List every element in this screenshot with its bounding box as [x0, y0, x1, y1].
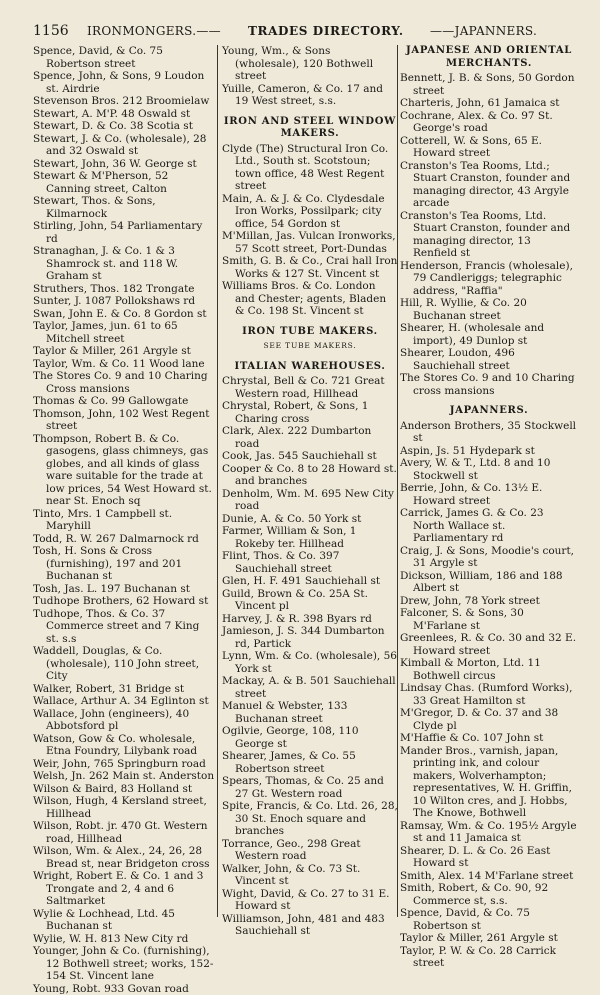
- directory-entry: Clyde (The) Structural Iron Co. Ltd., South st. Scotstoun; town office, 48 West Regent street: [222, 143, 398, 193]
- directory-entry: Williams Bros. & Co. London and Chester; agents, Bladen & Co. 198 St. Vincent st: [222, 280, 398, 318]
- column-1: [33, 45, 215, 995]
- directory-entry: Shearer, James, & Co. 55 Robertson street: [222, 750, 398, 775]
- header-right-section: ——JAPANNERS.: [430, 24, 537, 38]
- directory-entry: M'Gregor, D. & Co. 37 and 38 Clyde pl: [400, 707, 578, 732]
- directory-entry: Mander Bros., varnish, japan, printing ink, and colour makers, Wolverhampton; representatives, W. H. Griffin, 10 Wilton cres, and J. Hobbs, The Knowe, Bothwell: [400, 745, 578, 820]
- directory-entry: Cranston's Tea Rooms, Ltd.; Stuart Cranston, founder and managing director, 43 Argyle arcade: [400, 160, 578, 210]
- directory-entry: Hill, R. Wyllie, & Co. 20 Buchanan street: [400, 297, 578, 322]
- directory-entry: Bennett, J. B. & Sons, 50 Gordon street: [400, 72, 578, 97]
- directory-entry: Waddell, Douglas, & Co. (wholesale), 110 John street, City: [33, 645, 215, 683]
- directory-entry: Taylor & Miller, 261 Argyle st: [400, 932, 578, 945]
- directory-entry: Drew, John, 78 York street: [400, 595, 578, 608]
- directory-entry: Thomson, John, 102 West Regent street: [33, 408, 215, 433]
- directory-entry: Wilson, Robt. jr. 470 Gt. Western road, Hillhead: [33, 820, 215, 845]
- directory-entry: Young, Robt. 933 Govan road: [33, 983, 215, 995]
- directory-entry: Smith, Alex. 14 M'Farlane street: [400, 870, 578, 883]
- directory-entry: Wilson & Baird, 83 Holland st: [33, 783, 215, 796]
- directory-entry: Avery, W. & T., Ltd. 8 and 10 Stockwell st: [400, 457, 578, 482]
- directory-entry: Spence, David, & Co. 75 Robertson street: [33, 45, 215, 70]
- directory-entry: Tosh, H. Sons & Cross (furnishing), 197 and 201 Buchanan st: [33, 545, 215, 583]
- column-3: [400, 45, 578, 970]
- directory-entry: Young, Wm., & Sons (wholesale), 120 Bothwell street: [222, 45, 398, 83]
- directory-entry: Greenlees, R. & Co. 30 and 32 E. Howard street: [400, 632, 578, 657]
- directory-entry: Dickson, William, 186 and 188 Albert st: [400, 570, 578, 595]
- directory-entry: Main, A. & J. & Co. Clydesdale Iron Works, Possilpark; city office, 54 Gordon st: [222, 193, 398, 231]
- directory-entry: Taylor, P. W. & Co. 28 Carrick street: [400, 945, 578, 970]
- italian-warehouses-list: [222, 375, 398, 938]
- directory-entry: Stewart, Thos. & Sons, Kilmarnock: [33, 195, 215, 220]
- directory-entry: Kimball & Morton, Ltd. 11 Bothwell circus: [400, 657, 578, 682]
- directory-entry: Stewart, J. & Co. (wholesale), 28 and 32 Oswald st: [33, 133, 215, 158]
- directory-entry: The Stores Co. 9 and 10 Charing Cross mansions: [33, 370, 215, 395]
- directory-entry: Cotterell, W. & Sons, 65 E. Howard street: [400, 135, 578, 160]
- directory-entry: Stewart, John, 36 W. George st: [33, 158, 215, 171]
- directory-entry: Wallace, John (engineers), 40 Abbotsford pl: [33, 708, 215, 733]
- ironmongers-list: [33, 45, 215, 995]
- section-heading-italian-warehouses: ITALIAN WAREHOUSES.: [222, 361, 398, 374]
- directory-entry: Wilson, Hugh, 4 Kersland street, Hillhead: [33, 795, 215, 820]
- directory-entry: Stewart & M'Pherson, 52 Canning street, Calton: [33, 170, 215, 195]
- window-makers-list: [222, 143, 398, 318]
- directory-entry: Wright, Robert E. & Co. 1 and 3 Trongate and 2, 4 and 6 Saltmarket: [33, 870, 215, 908]
- directory-entry: Craig, J. & Sons, Moodie's court, 31 Argyle st: [400, 545, 578, 570]
- directory-entry: Farmer, William & Son, 1 Rokeby ter. Hillhead: [222, 525, 398, 550]
- directory-entry: Falconer, S. & Sons, 30 M'Farlane st: [400, 607, 578, 632]
- directory-entry: Lynn, Wm. & Co. (wholesale), 56 York st: [222, 650, 398, 675]
- directory-entry: Stewart, D. & Co. 38 Scotia st: [33, 120, 215, 133]
- directory-entry: Welsh, Jn. 262 Main st. Anderston: [33, 770, 215, 783]
- directory-entry: Henderson, Francis (wholesale), 79 Candleriggs; telegraphic address, "Raffia": [400, 260, 578, 298]
- directory-entry: Guild, Brown & Co. 25A St. Vincent pl: [222, 588, 398, 613]
- directory-entry: Mackay, A. & B. 501 Sauchiehall street: [222, 675, 398, 700]
- directory-entry: Clark, Alex. 222 Dumbarton road: [222, 425, 398, 450]
- directory-entry: Charteris, John, 61 Jamaica st: [400, 97, 578, 110]
- directory-entry: Glen, H. F. 491 Sauchiehall st: [222, 575, 398, 588]
- directory-entry: Tudhope Brothers, 62 Howard st: [33, 595, 215, 608]
- directory-entry: Swan, John E. & Co. 8 Gordon st: [33, 308, 215, 321]
- directory-entry: Wylie & Lochhead, Ltd. 45 Buchanan st: [33, 908, 215, 933]
- directory-entry: Flint, Thos. & Co. 397 Sauchiehall street: [222, 550, 398, 575]
- directory-entry: Chrystal, Robert, & Sons, 1 Charing cross: [222, 400, 398, 425]
- directory-entry: Dunie, A. & Co. 50 York st: [222, 513, 398, 526]
- directory-entry: Smith, G. B. & Co., Crai hall Iron Works & 127 St. Vincent st: [222, 255, 398, 280]
- directory-entry: Weir, John, 765 Springburn road: [33, 758, 215, 771]
- directory-entry: Jamieson, J. S. 344 Dumbarton rd, Partick: [222, 625, 398, 650]
- directory-entry: Todd, R. W. 267 Dalmarnock rd: [33, 533, 215, 546]
- directory-entry: Shearer, D. L. & Co. 26 East Howard st: [400, 845, 578, 870]
- directory-entry: Tinto, Mrs. 1 Campbell st. Maryhill: [33, 508, 215, 533]
- directory-entry: Chrystal, Bell & Co. 721 Great Western road, Hillhead: [222, 375, 398, 400]
- directory-entry: Stranaghan, J. & Co. 1 & 3 Shamrock st. and 118 W. Graham st: [33, 245, 215, 283]
- section-heading-iron-steel-window-makers: IRON AND STEEL WINDOW MAKERS.: [222, 116, 398, 141]
- directory-entry: Anderson Brothers, 35 Stockwell st: [400, 420, 578, 445]
- directory-entry: Harvey, J. & R. 398 Byars rd: [222, 613, 398, 626]
- directory-entry: Spence, David, & Co. 75 Robertson st: [400, 907, 578, 932]
- directory-entry: Aspin, Js. 51 Hydepark st: [400, 445, 578, 458]
- directory-entry: Walker, John, & Co. 73 St. Vincent st: [222, 863, 398, 888]
- directory-entry: Younger, John & Co. (furnishing), 12 Bothwell street; works, 152-154 St. Vincent lane: [33, 945, 215, 983]
- directory-entry: Carrick, James G. & Co. 23 North Wallace st. Parliamentary rd: [400, 507, 578, 545]
- directory-entry: Manuel & Webster, 133 Buchanan street: [222, 700, 398, 725]
- directory-entry: Taylor, Wm. & Co. 11 Wood lane: [33, 358, 215, 371]
- column-divider: [217, 45, 218, 917]
- column-divider: [397, 45, 398, 917]
- directory-entry: Stewart, A. M'P. 48 Oswald st: [33, 108, 215, 121]
- section-heading-japanese-oriental-merchants: JAPANESE AND ORIENTAL MERCHANTS.: [400, 45, 578, 70]
- header-left-section: IRONMONGERS.——: [87, 24, 221, 38]
- directory-entry: Walker, Robert, 31 Bridge st: [33, 683, 215, 696]
- directory-entry: Cochrane, Alex. & Co. 97 St. George's road: [400, 110, 578, 135]
- directory-entry: Cranston's Tea Rooms, Ltd. Stuart Cranston, founder and managing director, 13 Renfield st: [400, 210, 578, 260]
- directory-entry: M'Haffie & Co. 107 John st: [400, 732, 578, 745]
- directory-entry: Williamson, John, 481 and 483 Sauchiehall st: [222, 913, 398, 938]
- directory-entry: Torrance, Geo., 298 Great Western road: [222, 838, 398, 863]
- directory-entry: Thomas & Co. 99 Gallowgate: [33, 395, 215, 408]
- directory-entry: Denholm, Wm. M. 695 New City road: [222, 488, 398, 513]
- directory-entry: Tosh, Jas. L. 197 Buchanan st: [33, 583, 215, 596]
- directory-entry: Smith, Robert, & Co. 90, 92 Commerce st, s.s.: [400, 882, 578, 907]
- directory-entry: Ogilvie, George, 108, 110 George st: [222, 725, 398, 750]
- directory-entry: Yuille, Cameron, & Co. 17 and 19 West street, s.s.: [222, 83, 398, 108]
- directory-entry: Spears, Thomas, & Co. 25 and 27 Gt. Western road: [222, 775, 398, 800]
- directory-entry: Thompson, Robert B. & Co. gasogens, glass chimneys, gas globes, and all kinds of glass ware suitable for the trade at low prices, 54 West Howard st. near St. Enoch sq: [33, 433, 215, 508]
- directory-entry: Lindsay Chas. (Rumford Works), 33 Great Hamilton st: [400, 682, 578, 707]
- directory-entry: Sunter, J. 1087 Pollokshaws rd: [33, 295, 215, 308]
- directory-entry: Stevenson Bros. 212 Broomielaw: [33, 95, 215, 108]
- directory-entry: Shearer, H. (wholesale and import), 49 Dunlop st: [400, 322, 578, 347]
- directory-entry: The Stores Co. 9 and 10 Charing cross mansions: [400, 372, 578, 397]
- directory-entry: Taylor & Miller, 261 Argyle st: [33, 345, 215, 358]
- directory-entry: Watson, Gow & Co. wholesale, Etna Foundry, Lilybank road: [33, 733, 215, 758]
- directory-entry: Wilson, Wm. & Alex., 24, 26, 28 Bread st, near Bridgeton cross: [33, 845, 215, 870]
- section-heading-japanners: JAPANNERS.: [400, 405, 578, 418]
- oriental-merchants-list: [400, 72, 578, 397]
- directory-entry: Spite, Francis, & Co. Ltd. 26, 28, 30 St. Enoch square and branches: [222, 800, 398, 838]
- section-heading-iron-tube-makers: IRON TUBE MAKERS.: [222, 326, 398, 339]
- directory-entry: Wight, David, & Co. 27 to 31 E. Howard st: [222, 888, 398, 913]
- page-number: 1156: [33, 23, 69, 39]
- directory-entry: Cook, Jas. 545 Sauchiehall st: [222, 450, 398, 463]
- directory-entry: Taylor, James, jun. 61 to 65 Mitchell street: [33, 320, 215, 345]
- see-reference: SEE TUBE MAKERS.: [222, 340, 398, 353]
- column-2: [222, 45, 398, 938]
- page-header: [33, 23, 578, 41]
- directory-entry: Struthers, Thos. 182 Trongate: [33, 283, 215, 296]
- directory-entry: Stirling, John, 54 Parliamentary rd: [33, 220, 215, 245]
- directory-entry: M'Millan, Jas. Vulcan Ironworks, 57 Scott street, Port-Dundas: [222, 230, 398, 255]
- directory-entry: Shearer, Loudon, 496 Sauchiehall street: [400, 347, 578, 372]
- directory-entry: Wallace, Arthur A. 34 Eglinton st: [33, 695, 215, 708]
- directory-entry: Ramsay, Wm. & Co. 195½ Argyle st and 11 Jamaica st: [400, 820, 578, 845]
- header-title: TRADES DIRECTORY.: [248, 24, 404, 38]
- directory-entry: Cooper & Co. 8 to 28 Howard st. and branches: [222, 463, 398, 488]
- ironmongers-continued-list: [222, 45, 398, 108]
- directory-entry: Spence, John, & Sons, 9 Loudon st. Airdrie: [33, 70, 215, 95]
- directory-entry: Berrie, John, & Co. 13½ E. Howard street: [400, 482, 578, 507]
- japanners-list: [400, 420, 578, 970]
- directory-entry: Tudhope, Thos. & Co. 37 Commerce street and 7 King st. s.s: [33, 608, 215, 646]
- directory-entry: Wylie, W. H. 813 New City rd: [33, 933, 215, 946]
